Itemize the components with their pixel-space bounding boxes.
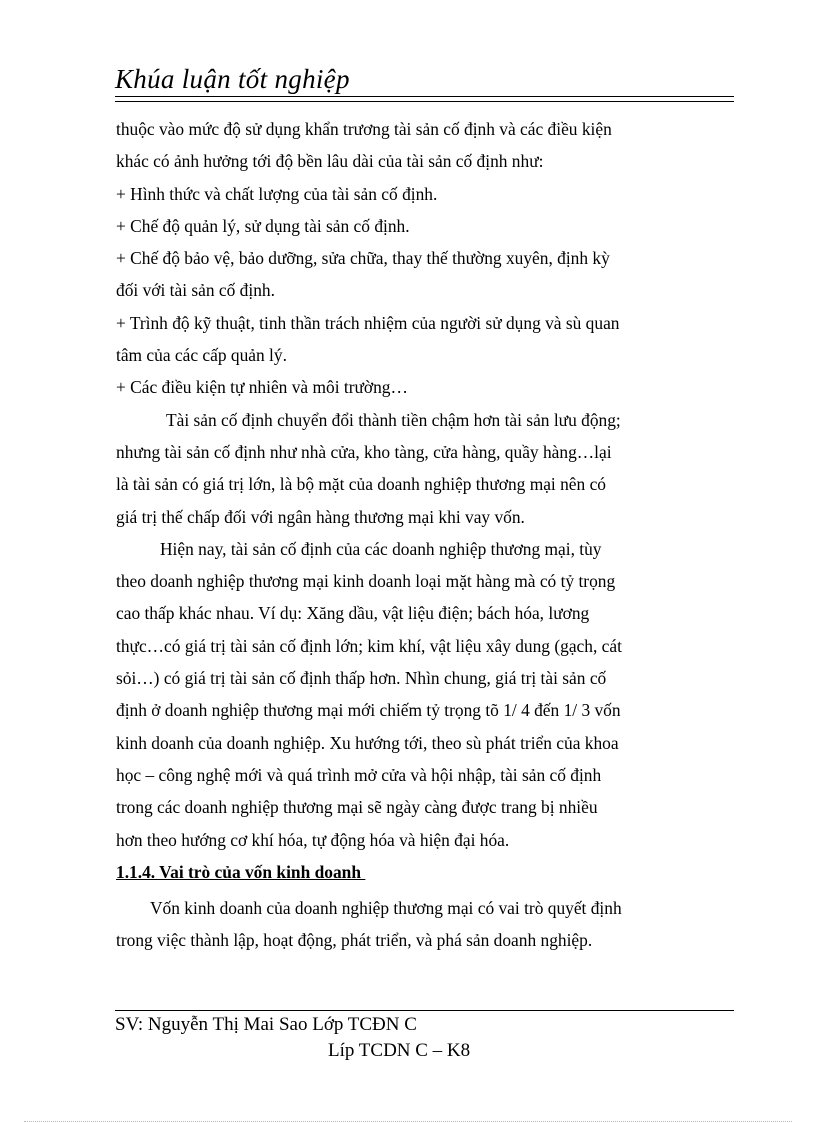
footer-class-line: Líp TCDN C – K8 — [328, 1040, 471, 1061]
text-line: tâm của các cấp quản lý. — [116, 345, 287, 366]
header-divider — [115, 96, 734, 97]
header-title: Khúa luận tốt nghiệp — [115, 64, 350, 94]
text-line: sỏi…) có giá trị tài sản cố định thấp hơn. Nhìn chung, giá trị tài sản cố — [116, 668, 607, 689]
text-line: đối với tài sản cố định. — [116, 280, 275, 301]
text-line: + Các điều kiện tự nhiên và môi trường… — [116, 377, 408, 398]
footer-student-line: SV: Nguyễn Thị Mai Sao Lớp TCĐN C — [115, 1014, 417, 1035]
text-line: khác có ảnh hưởng tới độ bền lâu dài của tài sản cố định như: — [116, 151, 544, 172]
text-line: hơn theo hướng cơ khí hóa, tự động hóa và hiện đại hóa. — [116, 829, 510, 850]
text-line: cao thấp khác nhau. Ví dụ: Xăng dầu, vật liệu điện; bách hóa, lương — [116, 603, 590, 624]
text-line: nhưng tài sản cố định như nhà cửa, kho tàng, cửa hàng, quầy hàng…lại — [116, 441, 612, 462]
text-line: + Trình độ kỹ thuật, tinh thần trách nhiệm của người sử dụng và sù quan — [116, 312, 620, 333]
text-line: kinh doanh của doanh nghiệp. Xu hướng tới, theo sù phát triển của khoa — [116, 732, 619, 753]
paragraph-first-line: Vốn kinh doanh của doanh nghiệp thương mại có vai trò quyết định — [150, 898, 622, 918]
text-line: theo doanh nghiệp thương mại kinh doanh loại mặt hàng mà có tỷ trọng — [116, 571, 616, 592]
footer-divider — [115, 1010, 734, 1011]
text-line: + Chế độ bảo vệ, bảo dưỡng, sửa chữa, thay thế thường xuyên, định kỳ — [116, 248, 610, 269]
text-line: trong việc thành lập, hoạt động, phát triển, và phá sản doanh nghiệp. — [116, 930, 593, 951]
section-heading: 1.1.4. Vai trò của vốn kinh doanh — [116, 862, 366, 882]
text-line: thuộc vào mức độ sử dụng khẩn trương tài sản cố định và các điều kiện — [116, 119, 612, 139]
text-line: là tài sản có giá trị lớn, là bộ mặt của doanh nghiệp thương mại nên có — [116, 474, 606, 495]
body-text — [116, 113, 738, 856]
text-line: định ở doanh nghiệp thương mại mới chiếm tỷ trọng tõ 1/ 4 đến 1/ 3 vốn — [116, 700, 621, 721]
text-line: + Chế độ quản lý, sử dụng tài sản cố định. — [116, 215, 410, 236]
header-divider-secondary — [115, 101, 734, 102]
text-line: + Hình thức và chất lượng của tài sản cố định. — [116, 183, 438, 204]
section-body — [116, 892, 738, 957]
text-line: thực…có giá trị tài sản cố định lớn; kim khí, vật liệu xây dung (gạch, cát — [116, 635, 622, 656]
page-edge — [24, 1121, 792, 1122]
paragraph-first-line: Hiện nay, tài sản cố định của các doanh nghiệp thương mại, tùy — [160, 538, 602, 559]
text-line: học – công nghệ mới và quá trình mở cửa và hội nhập, tài sản cố định — [116, 764, 602, 785]
text-line: trong các doanh nghiệp thương mại sẽ ngày càng được trang bị nhiều — [116, 797, 598, 818]
paragraph-first-line: Tài sản cố định chuyển đổi thành tiền chậm hơn tài sản lưu động; — [166, 409, 621, 430]
text-line: giá trị thế chấp đối với ngân hàng thương mại khi vay vốn. — [116, 506, 525, 527]
